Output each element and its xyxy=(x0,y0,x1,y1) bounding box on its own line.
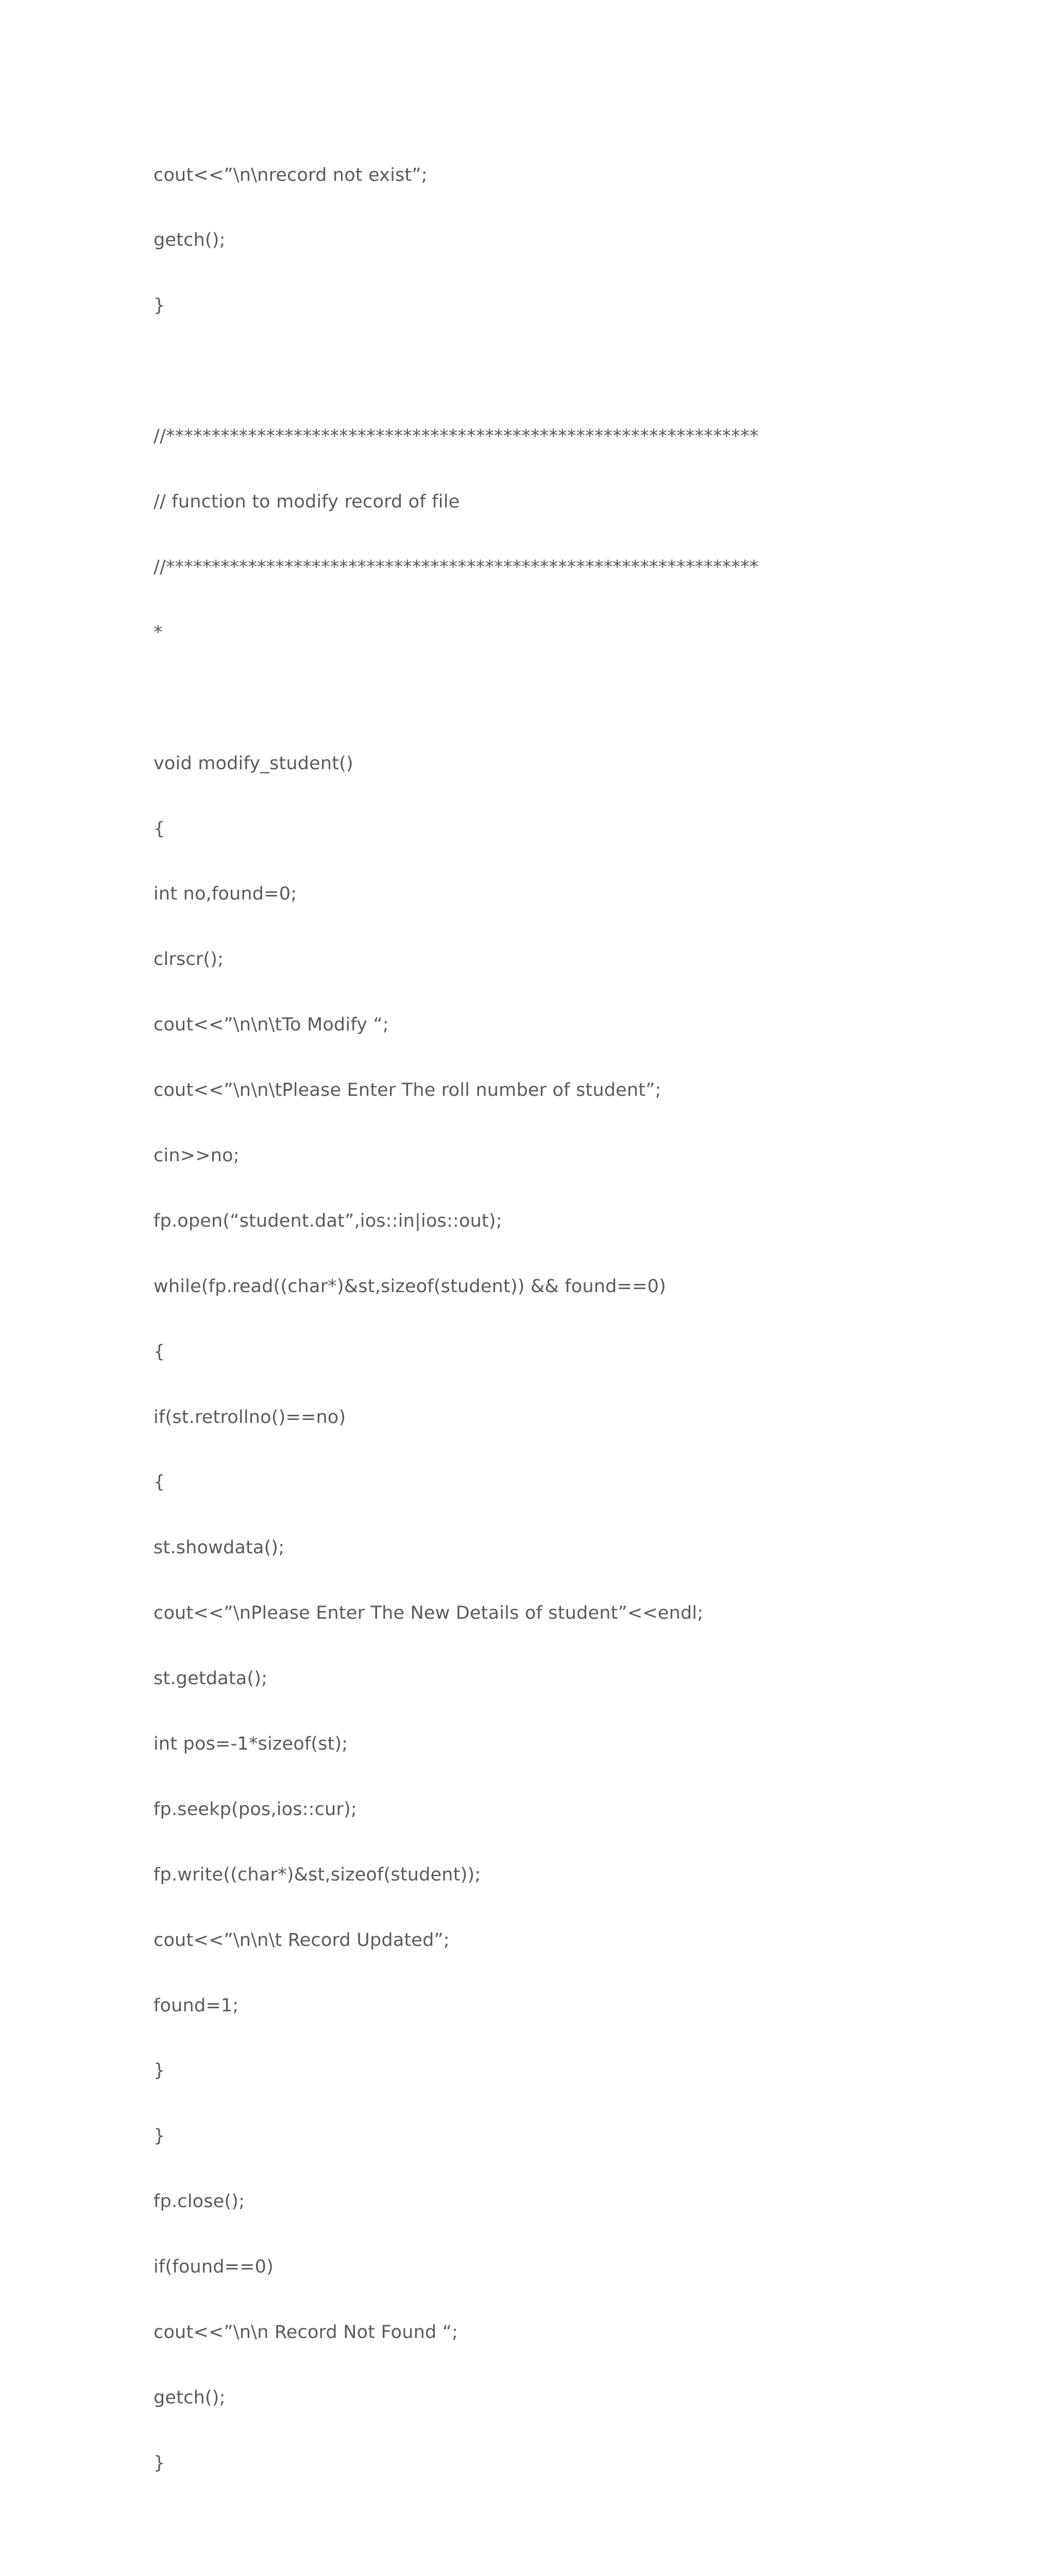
code-line: } xyxy=(154,295,165,316)
blank-line xyxy=(154,360,906,382)
comment-line: // function to modify record of file xyxy=(154,492,460,513)
comment-divider: //***************************************************************** xyxy=(154,556,759,578)
code-line: } xyxy=(154,2452,165,2473)
code-line: fp.write((char*)&st,sizeof(student)); xyxy=(154,1864,481,1885)
code-line: int no,found=0; xyxy=(154,884,297,905)
code-line: cout<<”\nPlease Enter The New Details of student”<<endl; xyxy=(154,1603,704,1624)
code-line: cin>>no; xyxy=(154,1145,240,1166)
code-line: { xyxy=(154,1472,165,1493)
code-line: fp.close(); xyxy=(154,2191,245,2212)
comment-divider: //***************************************************************** xyxy=(154,426,759,447)
code-line: fp.open(“student.dat”,ios::in|ios::out); xyxy=(154,1210,502,1231)
code-line: cout<<”\n\n Record Not Found “; xyxy=(154,2321,458,2343)
code-listing xyxy=(154,121,906,2576)
code-line: cout<<”\n\nrecord not exist”; xyxy=(154,164,428,185)
code-line: st.showdata(); xyxy=(154,1537,285,1558)
comment-divider-wrap: * xyxy=(154,622,163,643)
code-line: getch(); xyxy=(154,230,226,251)
blank-line xyxy=(154,687,906,709)
function-signature: void modify_student() xyxy=(154,753,353,774)
code-line: { xyxy=(154,1341,165,1362)
code-line: found=1; xyxy=(154,1995,239,2016)
code-line: st.getdata(); xyxy=(154,1668,268,1689)
code-line: int pos=-1*sizeof(st); xyxy=(154,1733,348,1754)
code-line: if(found==0) xyxy=(154,2257,274,2278)
code-line: clrscr(); xyxy=(154,949,224,970)
code-line: getch(); xyxy=(154,2387,226,2408)
code-line: fp.seekp(pos,ios::cur); xyxy=(154,1799,357,1820)
code-line: cout<<”\n\n\t Record Updated”; xyxy=(154,1929,450,1951)
code-line: if(st.retrollno()==no) xyxy=(154,1406,346,1428)
code-line: { xyxy=(154,818,165,839)
code-line: while(fp.read((char*)&st,sizeof(student)) && found==0) xyxy=(154,1276,666,1297)
code-line: } xyxy=(154,2126,165,2147)
blank-line xyxy=(154,2518,906,2539)
code-line: cout<<”\n\n\tTo Modify “; xyxy=(154,1014,389,1036)
code-line: } xyxy=(154,2060,165,2081)
code-line: cout<<”\n\n\tPlease Enter The roll number of student”; xyxy=(154,1080,661,1101)
